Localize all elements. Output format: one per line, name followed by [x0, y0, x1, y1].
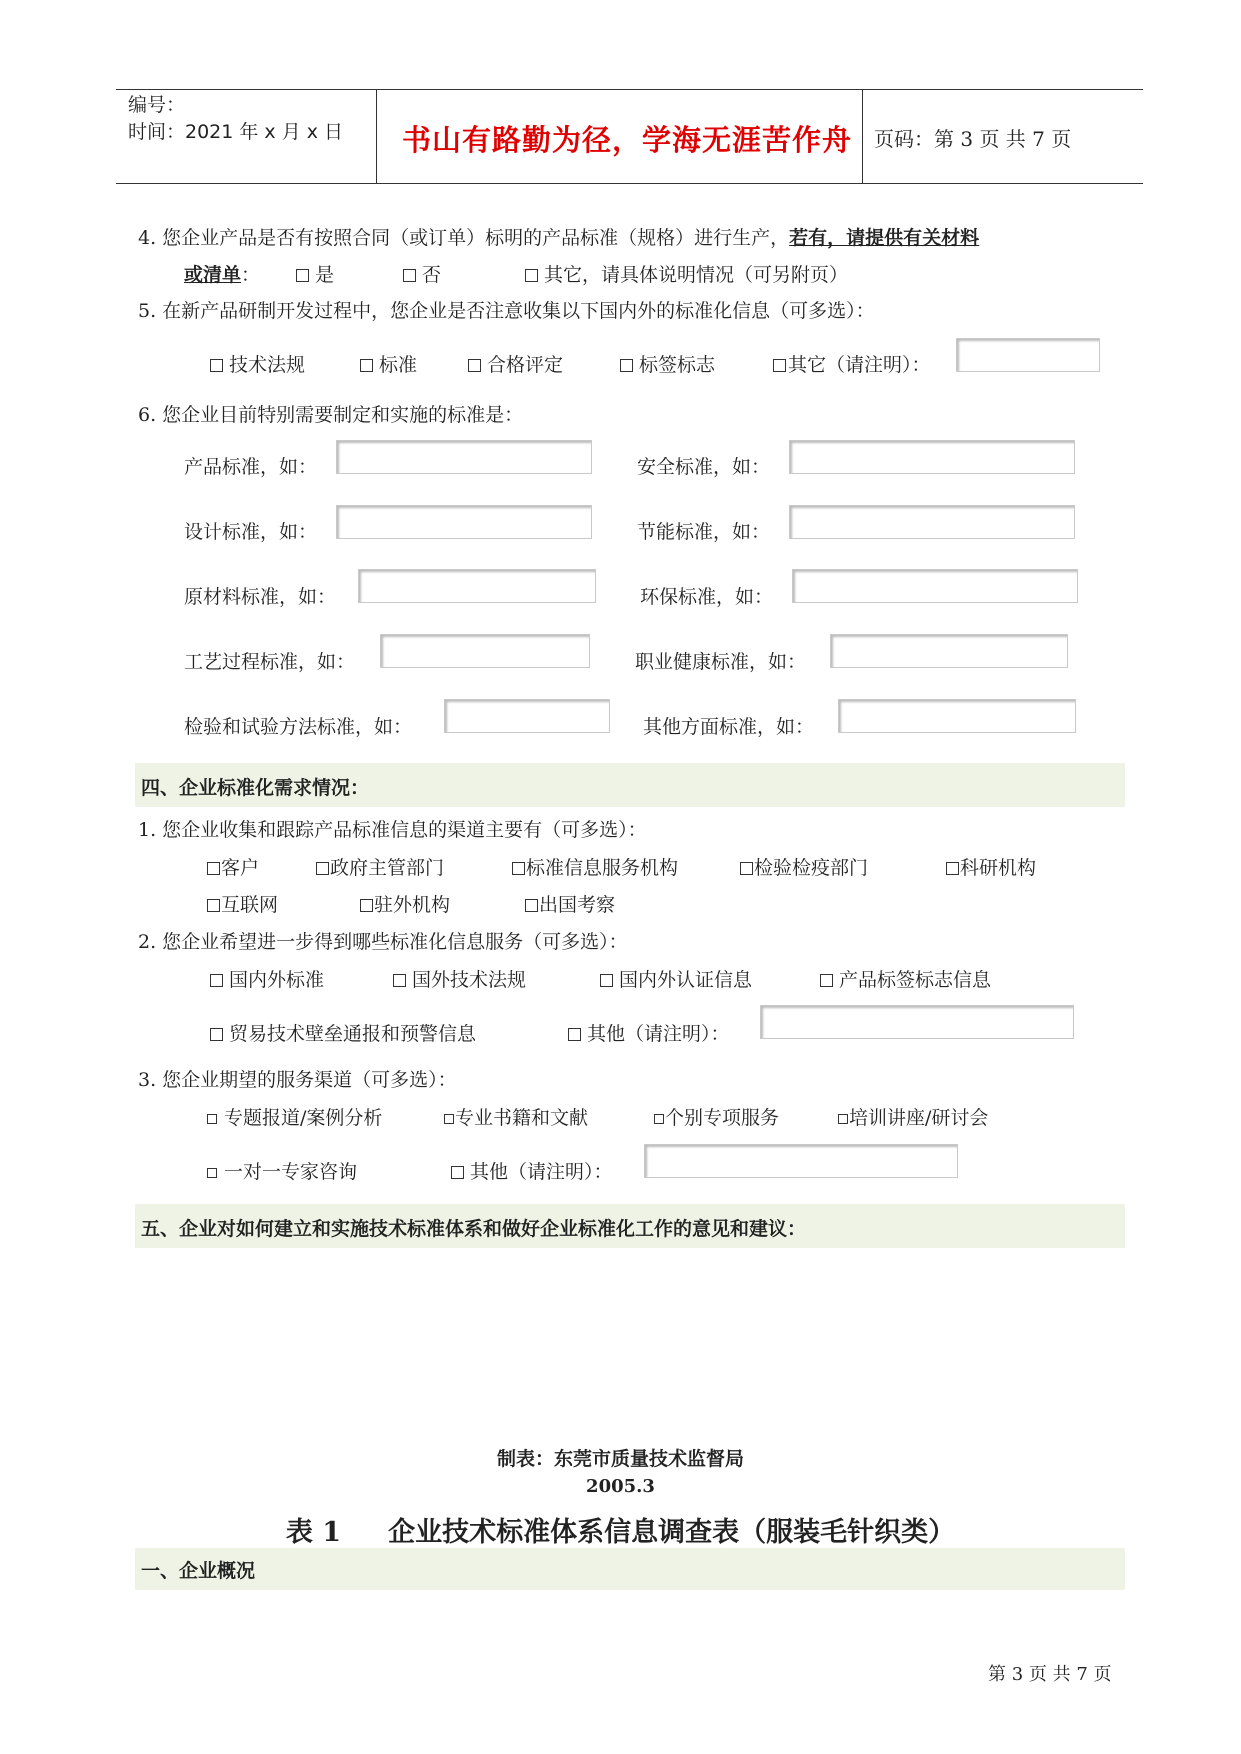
s4-q1-option[interactable]: 驻外机构 — [360, 893, 450, 917]
s4-q1-text: 1. 您企业收集和跟踪产品标准信息的渠道主要有（可多选）： — [138, 819, 647, 841]
q4-option-no[interactable]: 否 — [403, 263, 441, 287]
s4-q2-option[interactable]: 贸易技术壁垒通报和预警信息 — [210, 1022, 476, 1046]
header-motto: 书山有路勤为径，学海无涯苦作舟 — [402, 123, 853, 157]
checkbox[interactable] — [207, 1168, 217, 1178]
design-standard-field[interactable] — [336, 505, 592, 539]
s4-q1-option[interactable]: 检验检疫部门 — [740, 856, 868, 880]
page-header — [116, 89, 1143, 184]
q5-option-standards[interactable]: 标准 — [360, 353, 417, 377]
q5-other-field[interactable] — [956, 338, 1100, 372]
checkbox[interactable] — [444, 1114, 454, 1124]
checkbox[interactable] — [525, 269, 538, 282]
environment-standard-label: 环保标准，如： — [640, 586, 774, 608]
q4-text: 4. 您企业产品是否有按照合同（或订单）标明的产品标准（规格）进行生产，若有，请提供有关材料 — [138, 227, 980, 249]
s4-q2-option[interactable]: 国内外认证信息 — [600, 968, 752, 992]
health-standard-label: 职业健康标准，如： — [635, 651, 807, 673]
s4-q1-option[interactable]: 互联网 — [207, 893, 278, 917]
process-standard-field[interactable] — [380, 634, 590, 668]
checkbox[interactable] — [620, 359, 633, 372]
checkbox[interactable] — [393, 974, 406, 987]
s4-q3-option[interactable]: 一对一专家咨询 — [207, 1160, 357, 1184]
product-standard-label: 产品标准，如： — [184, 456, 318, 478]
s4-q2-text: 2. 您企业希望进一步得到哪些标准化信息服务（可多选）： — [138, 931, 628, 953]
page-footer: 第 3 页 共 7 页 — [988, 1664, 1112, 1685]
q5-text: 5. 在新产品研制开发过程中，您企业是否注意收集以下国内外的标准化信息（可多选）： — [138, 300, 875, 322]
q5-option-other[interactable]: 其它（请注明）： — [773, 353, 931, 377]
time-label: 时间：2021 年 x 月 x 日 — [128, 121, 344, 143]
s4-q3-option[interactable]: 专题报道/案例分析 — [207, 1106, 382, 1130]
number-label: 编号： — [128, 94, 186, 116]
header-divider — [376, 90, 377, 183]
checkbox[interactable] — [838, 1114, 848, 1124]
other-standard-label: 其他方面标准，如： — [643, 716, 815, 738]
checkbox[interactable] — [207, 899, 220, 912]
material-standard-label: 原材料标准，如： — [184, 586, 337, 608]
checkbox[interactable] — [210, 359, 223, 372]
page-code: 页码：第 3 页 共 7 页 — [874, 127, 1072, 151]
s4-q3-option[interactable]: 其他（请注明）： — [451, 1160, 613, 1184]
process-standard-label: 工艺过程标准，如： — [184, 651, 356, 673]
environment-standard-field[interactable] — [792, 569, 1078, 603]
q4-option-other[interactable]: 其它，请具体说明情况（可另附页） — [525, 263, 848, 287]
s4-q2-option[interactable]: 国内外标准 — [210, 968, 324, 992]
s4-q2-option[interactable]: 产品标签标志信息 — [820, 968, 991, 992]
q5-option-labels[interactable]: 标签标志 — [620, 353, 715, 377]
product-standard-field[interactable] — [336, 440, 592, 474]
health-standard-field[interactable] — [830, 634, 1068, 668]
checkbox[interactable] — [773, 359, 786, 372]
q5-option-regulations[interactable]: 技术法规 — [210, 353, 305, 377]
checkbox[interactable] — [525, 899, 538, 912]
section4-header: 四、企业标准化需求情况： — [135, 763, 1125, 807]
s4-q1-option[interactable]: 标准信息服务机构 — [512, 856, 678, 880]
section1-header: 一、企业概况 — [135, 1548, 1125, 1590]
test-method-standard-label: 检验和试验方法标准，如： — [184, 716, 413, 738]
energy-standard-label: 节能标准，如： — [637, 521, 771, 543]
checkbox[interactable] — [740, 862, 753, 875]
s4-q1-option[interactable]: 客户 — [207, 856, 259, 880]
energy-standard-field[interactable] — [789, 505, 1075, 539]
checkbox[interactable] — [316, 862, 329, 875]
checkbox[interactable] — [210, 974, 223, 987]
other-standard-field[interactable] — [838, 699, 1076, 733]
checkbox[interactable] — [600, 974, 613, 987]
q4-option-yes[interactable]: 是 — [296, 263, 334, 287]
made-date: 2005.3 — [586, 1476, 655, 1497]
q6-text: 6. 您企业目前特别需要制定和实施的标准是： — [138, 404, 524, 426]
safety-standard-field[interactable] — [789, 440, 1075, 474]
s4-q1-option[interactable]: 政府主管部门 — [316, 856, 444, 880]
design-standard-label: 设计标准，如： — [184, 521, 318, 543]
checkbox[interactable] — [360, 359, 373, 372]
checkbox[interactable] — [654, 1114, 664, 1124]
table-title: 表 1 企业技术标准体系信息调查表（服装毛针织类） — [285, 1517, 956, 1548]
checkbox[interactable] — [512, 862, 525, 875]
s4-q3-option[interactable]: 培训讲座/研讨会 — [838, 1106, 988, 1130]
checkbox[interactable] — [360, 899, 373, 912]
checkbox[interactable] — [451, 1166, 464, 1179]
checkbox[interactable] — [820, 974, 833, 987]
safety-standard-label: 安全标准，如： — [637, 456, 771, 478]
checkbox[interactable] — [296, 269, 309, 282]
material-standard-field[interactable] — [358, 569, 596, 603]
q5-option-conformity[interactable]: 合格评定 — [468, 353, 563, 377]
checkbox[interactable] — [207, 862, 220, 875]
s4-q3-option[interactable]: 专业书籍和文献 — [444, 1106, 588, 1130]
section5-header: 五、企业对如何建立和实施技术标准体系和做好企业标准化工作的意见和建议： — [135, 1204, 1125, 1248]
s4-q2-option[interactable]: 国外技术法规 — [393, 968, 526, 992]
s4-q1-option[interactable]: 出国考察 — [525, 893, 615, 917]
made-by: 制表：东莞市质量技术监督局 — [496, 1448, 744, 1470]
s4-q3-option[interactable]: 个别专项服务 — [654, 1106, 779, 1130]
q4-options: 或清单： — [184, 264, 261, 286]
checkbox[interactable] — [946, 862, 959, 875]
checkbox[interactable] — [207, 1114, 217, 1124]
s4-q1-option[interactable]: 科研机构 — [946, 856, 1036, 880]
header-divider — [862, 90, 863, 183]
s4-q2-option[interactable]: 其他（请注明）： — [568, 1022, 730, 1046]
s4-q3-text: 3. 您企业期望的服务渠道（可多选）： — [138, 1069, 457, 1091]
s4-q3-other-field[interactable] — [644, 1144, 958, 1178]
test-method-standard-field[interactable] — [444, 699, 610, 733]
checkbox[interactable] — [210, 1028, 223, 1041]
checkbox[interactable] — [568, 1028, 581, 1041]
checkbox[interactable] — [468, 359, 481, 372]
checkbox[interactable] — [403, 269, 416, 282]
s4-q2-other-field[interactable] — [760, 1005, 1074, 1039]
